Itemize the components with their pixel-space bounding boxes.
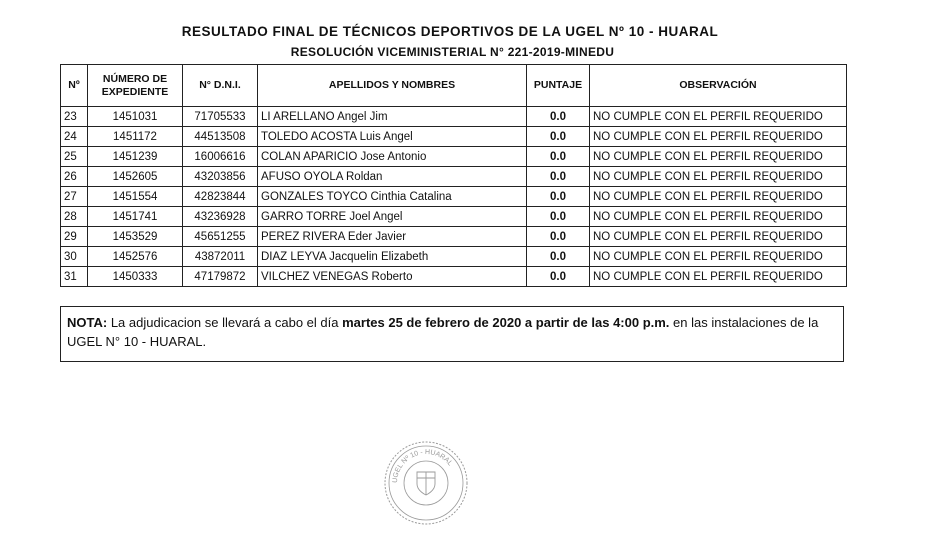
row-number: 31 (61, 267, 88, 287)
row-number: 25 (61, 147, 88, 167)
row-dni: 47179872 (183, 267, 258, 287)
row-dni: 44513508 (183, 127, 258, 147)
row-puntaje: 0.0 (527, 167, 590, 187)
row-dni: 42823844 (183, 187, 258, 207)
table-row (61, 267, 847, 287)
row-observacion: NO CUMPLE CON EL PERFIL REQUERIDO (590, 107, 847, 127)
row-number: 27 (61, 187, 88, 207)
nota-box (60, 306, 844, 362)
col-header-expediente (88, 65, 183, 107)
row-number: 23 (61, 107, 88, 127)
nota-date: martes 25 de febrero de 2020 a partir de las 4:00 p.m. (342, 315, 670, 330)
results-table-body (61, 107, 847, 287)
official-seal-icon (383, 440, 469, 526)
table-row (61, 127, 847, 147)
row-observacion: NO CUMPLE CON EL PERFIL REQUERIDO (590, 247, 847, 267)
row-observacion: NO CUMPLE CON EL PERFIL REQUERIDO (590, 267, 847, 287)
row-observacion: NO CUMPLE CON EL PERFIL REQUERIDO (590, 187, 847, 207)
row-expediente: 1451554 (88, 187, 183, 207)
row-expediente: 1452605 (88, 167, 183, 187)
table-row (61, 227, 847, 247)
row-dni: 43236928 (183, 207, 258, 227)
row-nombre: GONZALES TOYCO Cinthia Catalina (258, 187, 527, 207)
row-nombre: LI ARELLANO Angel Jim (258, 107, 527, 127)
table-row (61, 247, 847, 267)
results-table (60, 64, 847, 287)
col-header-puntaje: PUNTAJE (527, 65, 590, 107)
row-puntaje: 0.0 (527, 227, 590, 247)
row-observacion: NO CUMPLE CON EL PERFIL REQUERIDO (590, 207, 847, 227)
row-observacion: NO CUMPLE CON EL PERFIL REQUERIDO (590, 167, 847, 187)
document-subtitle: RESOLUCIÓN VICEMINISTERIAL N° 221-2019-MINEDU (290, 45, 615, 59)
row-nombre: DIAZ LEYVA Jacquelin Elizabeth (258, 247, 527, 267)
row-expediente: 1451741 (88, 207, 183, 227)
row-nombre: PEREZ RIVERA Eder Javier (258, 227, 527, 247)
col-header-expediente-line2: EXPEDIENTE (101, 85, 169, 98)
col-header-observacion: OBSERVACIÓN (590, 65, 847, 107)
row-puntaje: 0.0 (527, 247, 590, 267)
row-puntaje: 0.0 (527, 107, 590, 127)
row-nombre: GARRO TORRE Joel Angel (258, 207, 527, 227)
row-number: 24 (61, 127, 88, 147)
row-dni: 16006616 (183, 147, 258, 167)
row-observacion: NO CUMPLE CON EL PERFIL REQUERIDO (590, 147, 847, 167)
row-expediente: 1453529 (88, 227, 183, 247)
nota-text-end: en las instalaciones de la UGEL N° 10 - HUARAL. (67, 315, 819, 349)
row-number: 28 (61, 207, 88, 227)
table-row (61, 187, 847, 207)
row-observacion: NO CUMPLE CON EL PERFIL REQUERIDO (590, 227, 847, 247)
row-expediente: 1451172 (88, 127, 183, 147)
row-puntaje: 0.0 (527, 187, 590, 207)
col-header-expediente-line1: NÚMERO DE (102, 72, 168, 85)
seal-shield-icon (417, 472, 435, 495)
row-puntaje: 0.0 (527, 127, 590, 147)
row-number: 26 (61, 167, 88, 187)
row-dni: 45651255 (183, 227, 258, 247)
nota-label: NOTA: (67, 315, 108, 330)
row-expediente: 1450333 (88, 267, 183, 287)
row-nombre: TOLEDO ACOSTA Luis Angel (258, 127, 527, 147)
col-header-num: Nº (61, 65, 88, 107)
table-row (61, 207, 847, 227)
table-row (61, 147, 847, 167)
row-puntaje: 0.0 (527, 147, 590, 167)
row-puntaje: 0.0 (527, 267, 590, 287)
row-nombre: AFUSO OYOLA Roldan (258, 167, 527, 187)
col-header-dni: N° D.N.I. (183, 65, 258, 107)
row-expediente: 1451239 (88, 147, 183, 167)
row-dni: 43203856 (183, 167, 258, 187)
row-dni: 71705533 (183, 107, 258, 127)
row-puntaje: 0.0 (527, 207, 590, 227)
row-nombre: VILCHEZ VENEGAS Roberto (258, 267, 527, 287)
col-header-nombres: APELLIDOS Y NOMBRES (258, 65, 527, 107)
table-row (61, 107, 847, 127)
row-expediente: 1452576 (88, 247, 183, 267)
table-row (61, 167, 847, 187)
row-observacion: NO CUMPLE CON EL PERFIL REQUERIDO (590, 127, 847, 147)
row-nombre: COLAN APARICIO Jose Antonio (258, 147, 527, 167)
row-number: 30 (61, 247, 88, 267)
row-expediente: 1451031 (88, 107, 183, 127)
row-dni: 43872011 (183, 247, 258, 267)
row-number: 29 (61, 227, 88, 247)
nota-text-start: La adjudicacion se llevará a cabo el día (107, 315, 343, 330)
table-header-row (61, 65, 847, 107)
document-title: RESULTADO FINAL DE TÉCNICOS DEPORTIVOS DE LA UGEL Nº 10 - HUARAL (181, 24, 719, 39)
seal-text: UGEL Nº 10 - HUARAL (391, 448, 454, 484)
